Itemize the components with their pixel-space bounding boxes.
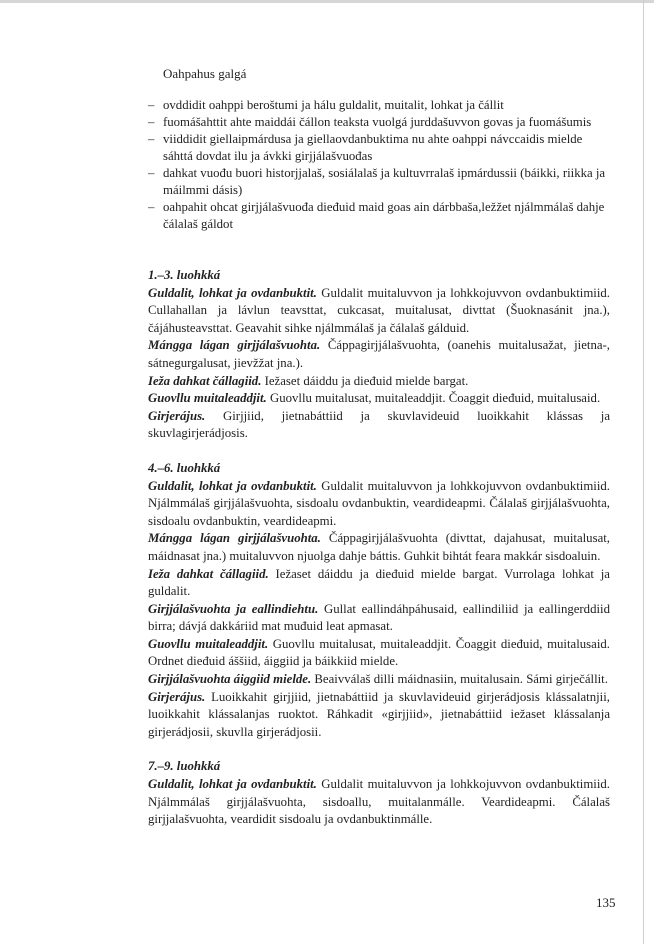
paragraph-label: Mángga lágan girjjálašvuohta. [148,338,321,353]
intro-item [148,114,610,131]
section-paragraph [148,408,610,443]
paragraph-label: Girjerájus. [148,408,206,423]
bullet-dash: – [148,115,155,129]
grade-section [148,758,610,828]
grade-section [148,460,610,742]
bullet-dash: – [148,132,155,146]
paragraph-label: Ieža dahkat čállagiid. [148,566,269,581]
bullet-dash: – [148,98,155,112]
intro-item-text: dahkat vuođu buori historjjalaš, sosiálalaš ja kultuvrralaš ipmárdussii (báikki, riikka ja máilmmi dásis) [163,166,606,197]
intro-list [148,97,610,233]
paragraph-text: Guldalit muitaluvvon ja lohkkojuvvon ovdanbuktimiid. Njálmmálaš girjjálašvuohta, sisdoalu ovdanbuktin, veardideapmi. Čálalaš girjjálašvuohta, sisdoalu ovdanbuktin, veardideapmi. [148,478,610,528]
intro-item [148,97,610,114]
page-heading: Oahpahus galgá [163,66,247,81]
paragraph-label: Guovllu muitaleaddjit. [148,636,269,651]
section-paragraph [148,636,610,671]
intro-item-text: ovddidit oahppi beroštumi ja hálu guldalit, muitalit, lohkat ja čállit [163,98,504,112]
section-paragraph [148,601,610,636]
paragraph-label: Girjerájus. [148,689,206,704]
paragraph-text: Gullat eallindáhpáhusaid, eallindiliid ja eallingerddiid birra; dávjá dakkáriid mat muđuid leat apmasat. [148,601,610,634]
paragraph-label: Guldalit, lohkat ja ovdanbuktit. [148,478,317,493]
section-paragraph [148,285,610,338]
intro-item-text: viiddidit giellaipmárdusa ja giellaovdanbuktima nu ahte oahppi návccaidis mielde sáhttá dovdat ilu ja ávkki girjjálašvuođas [163,132,583,163]
paragraph-label: Guovllu muitaleaddjit. [148,391,267,406]
section-title: 1.–3. luohkká [148,268,221,282]
section-title: 7.–9. luohkká [148,759,221,774]
paragraph-text: Guldalit muitaluvvon ja lohkkojuvvon ovdanbuktimiid. Cullahallan ja lávlun teavsttat, cukcasat, muitalusat, divttat (Šuoknasánit jna.), čájáhusteavsttat. Geavahit sihke njálmmálaš ja čálalaš gálduid. [148,285,610,335]
paragraph-text: Girjjiid, jietnabáttiid ja skuvlavideuid luoikkahit klássas ja skuvlagirjerádjosis. [148,408,610,441]
paragraph-text: Guldalit muitaluvvon ja lohkkojuvvon ovdanbuktimiid. Njálmmálaš girjjálašvuohta, sisdoallu, muitalanmálle. Veardideapmi. Čálalaš girjjalašvuohta, veardidit sisdoalu ja ovdanbuktinmálle. [148,777,610,827]
scan-right-edge [643,0,644,944]
sections-container [148,267,610,846]
paragraph-label: Guldalit, lohkat ja ovdanbuktit. [148,285,317,300]
section-paragraph [148,373,610,391]
paragraph-label: Ieža dahkat čállagiid. [148,373,262,388]
section-paragraph [148,671,610,689]
paragraph-label: Girjjálašvuohta áiggiid mielde. [148,672,312,687]
section-paragraph [148,390,610,408]
section-paragraph [148,530,610,565]
paragraph-label: Guldalit, lohkat ja ovdanbuktit. [148,777,317,792]
intro-item [148,131,610,165]
paragraph-label: Mángga lágan girjjálašvuohta. [148,531,321,546]
intro-item [148,199,610,233]
paragraph-text: Iežaset dáiddu ja dieđuid mielde bargat. [261,373,469,388]
paragraph-text: Čáppagirjjálašvuohta (divttat, dajahusat, muitalusat, máidnasat jna.) muitaluvvon njuolga dahje báttis. Guhkit bihtát feara makkár sisdoaluin. [148,531,610,563]
paragraph-text: Luoikkahit girjjiid, jietnabáttiid ja skuvlavideuid girjerádjosis klássalatnjii, luoikkahit klássalanjas ruoktot. Ráhkadit «girjjiid», jietnabáttiid iežaset klássalanja girjerádjosii, skuvlla girjerádjosii. [148,689,610,739]
bullet-dash: – [148,166,155,180]
paragraph-text: Iežaset dáiddu ja dieđuid mielde bargat. Vurrolaga lohkat ja guldalit. [148,566,610,599]
paragraph-label: Girjjálašvuohta ja eallindiehtu. [148,601,319,616]
paragraph-text: Guovllu muitalusat, muitaleaddjit. Čoaggit dieđuid, muitalusaid. [266,391,601,406]
paragraph-text: Beaivválaš dilli máidnasiin, muitalusain. Sámi girječállit. [311,672,608,687]
section-paragraph [148,337,610,372]
intro-item-text: fuomášahttit ahte maiddái čállon teaksta vuolgá jurddašuvvon govas ja fuomášumis [163,115,592,129]
grade-section [148,267,610,443]
paragraph-text: Čáppagirjjálašvuohta, (oanehis muitalusažat, jietna-, sátnegurgalusat, jievžžat jna.). [148,338,610,370]
bullet-dash: – [148,200,155,214]
intro-item [148,165,610,199]
section-paragraph [148,689,610,742]
section-title: 4.–6. luohkká [148,460,221,475]
scan-top-edge [0,0,654,3]
section-paragraph [148,478,610,531]
intro-item-text: oahpahit ohcat girjjálašvuođa dieđuid maid goas ain dárbbaša,ležžet njálmmálaš dahje čálalaš gáldot [163,200,605,231]
paragraph-text: Guovllu muitalusat, muitaleaddjit. Čoaggit dieđuid, muitalusaid. Ordnet dieđuid áššiid, áiggiid ja báikkiid mielde. [148,636,610,669]
section-paragraph [148,776,610,829]
page-number: 135 [596,895,616,910]
section-paragraph [148,566,610,601]
